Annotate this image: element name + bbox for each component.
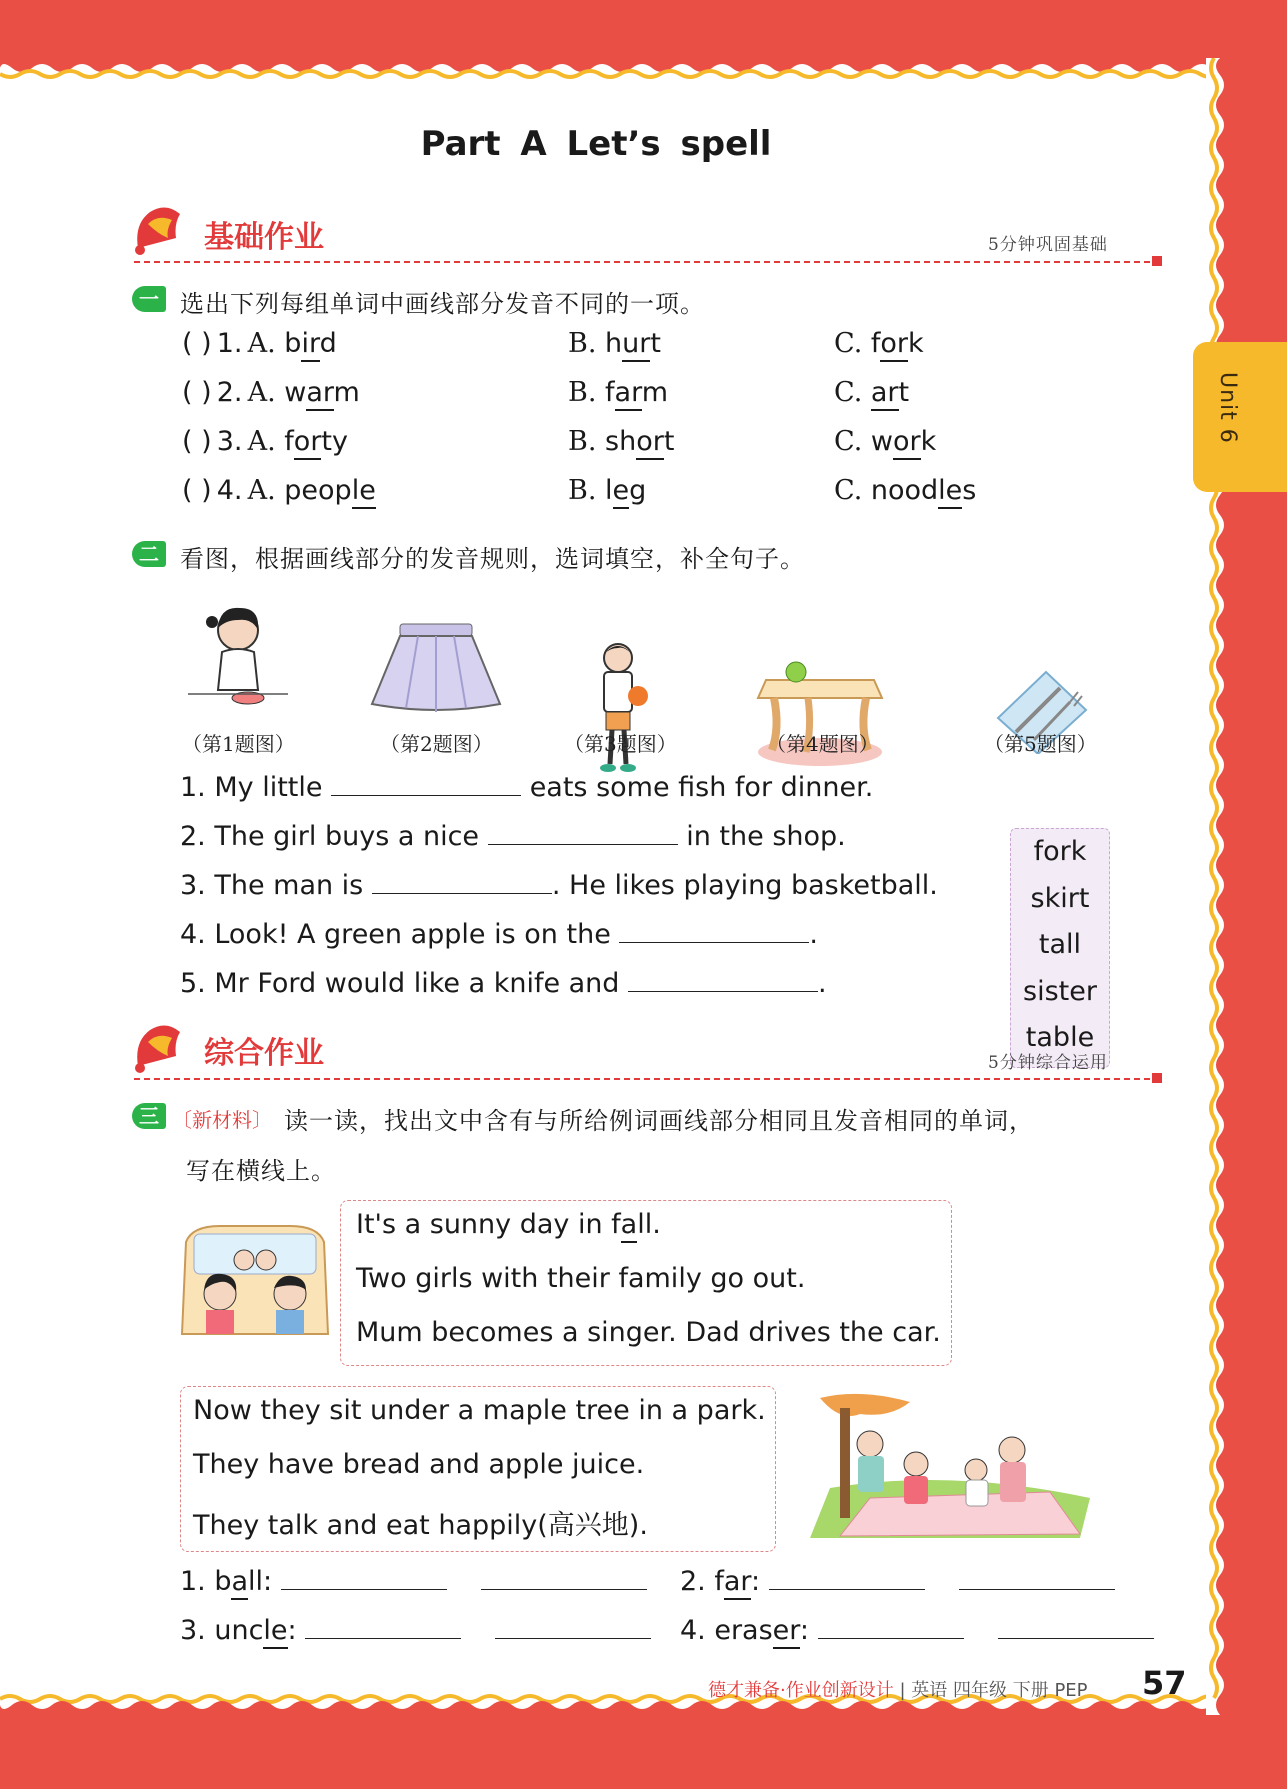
girl-eating-illustration <box>188 598 288 716</box>
answer-line-3 <box>180 1615 651 1646</box>
divider-end-marker <box>1152 1073 1162 1083</box>
fill-in-blank[interactable] <box>619 941 809 943</box>
q1-row-2-option-c: C. art <box>834 377 909 408</box>
passage-2-line-2: They have bread and apple juice. <box>193 1449 645 1480</box>
wavy-border-top <box>0 58 1232 82</box>
q1-row-3-option-b: B. short <box>568 426 674 457</box>
family-in-car-illustration <box>180 1222 330 1340</box>
page-title: Part A Let’s spell <box>420 124 772 164</box>
q1-row-1 <box>182 328 337 359</box>
row-number: 2. <box>216 377 243 408</box>
question-3-instruction-line2: 写在横线上。 <box>186 1157 336 1185</box>
image-caption-5: （第5题图） <box>984 732 1097 756</box>
q2-sentence-5: 5. Mr Ford would like a knife and . <box>180 968 827 999</box>
divider-end-marker <box>1152 256 1162 266</box>
page-number: 57 <box>1142 1664 1187 1702</box>
section-basic-title: 基础作业 <box>204 220 324 255</box>
unit-tab[interactable] <box>1193 342 1287 492</box>
image-caption-3: （第3题图） <box>564 732 677 756</box>
q2-sentence-2: 2. The girl buys a nice in the shop. <box>180 821 846 852</box>
answer-paren[interactable]: ( ) <box>182 475 212 506</box>
footer-brand: 德才兼备·作业创新设计 <box>708 1680 894 1701</box>
new-material-tag: 〔新材料〕 <box>172 1108 272 1132</box>
image-caption-4: （第4题图） <box>766 732 879 756</box>
fill-in-blank[interactable] <box>372 892 552 894</box>
q1-row-3-option-c: C. work <box>834 426 936 457</box>
row-number: 1. <box>216 328 243 359</box>
skirt-illustration <box>366 620 506 716</box>
unit-tab-label: Unit 6 <box>1215 372 1240 444</box>
passage-box-1 <box>340 1200 952 1366</box>
answer-blank[interactable] <box>495 1637 651 1639</box>
q1-row-3: ( ) 3. A. forty <box>182 426 348 457</box>
fill-in-blank[interactable] <box>331 794 521 796</box>
option-label: A. <box>247 328 276 359</box>
q1-row-1-option-c: C. fork <box>834 328 924 359</box>
answer-line-4 <box>680 1615 1154 1646</box>
answer-blank[interactable] <box>959 1588 1115 1590</box>
q2-sentence-1: 1. My little eats some fish for dinner. <box>180 772 874 803</box>
q1-row-4-option-c: C. noodles <box>834 475 976 506</box>
question-badge-1: 一 <box>132 286 166 312</box>
passage-box-2 <box>180 1386 776 1552</box>
answer-blank[interactable] <box>998 1637 1154 1639</box>
question-badge-3: 三 <box>132 1103 166 1129</box>
bell-icon <box>128 1022 188 1074</box>
answer-line-1 <box>180 1566 647 1597</box>
passage-1-line-2: Two girls with their family go out. <box>356 1263 806 1294</box>
passage-2-line-3: They talk and eat happily(高兴地). <box>193 1510 648 1541</box>
answer-line-2 <box>680 1566 1115 1597</box>
word-bank-item: sister <box>1023 975 1097 1007</box>
footer-grade: 四年级 <box>952 1680 1007 1701</box>
word-bank-item: tall <box>1038 929 1082 960</box>
footer-edition: PEP <box>1054 1680 1088 1701</box>
footer-subject: 英语 <box>911 1680 948 1701</box>
fill-in-blank[interactable] <box>628 990 818 992</box>
answer-label: 2. far: <box>680 1566 760 1600</box>
bell-icon <box>128 204 188 256</box>
section-basic-tip: 5分钟巩固基础 <box>988 235 1108 255</box>
word-bank <box>1010 828 1110 1068</box>
q1-row-4-option-b: B. leg <box>568 475 646 506</box>
question-1-instruction: 选出下列每组单词中画线部分发音不同的一项。 <box>180 290 705 318</box>
word-bank-item: fork <box>1033 836 1087 867</box>
answer-paren[interactable]: ( ) <box>182 426 212 457</box>
answer-blank[interactable] <box>281 1588 447 1590</box>
row-number: 4. <box>216 475 243 506</box>
word-bank-item: skirt <box>1030 882 1090 914</box>
answer-label: 3. uncle: <box>180 1615 297 1649</box>
section-combined-title: 综合作业 <box>204 1036 324 1071</box>
answer-label: 1. ball: <box>180 1566 272 1600</box>
fill-in-blank[interactable] <box>488 843 678 845</box>
answer-blank[interactable] <box>305 1637 461 1639</box>
family-picnic-illustration <box>800 1388 1100 1538</box>
q2-sentence-3: 3. The man is . He likes playing basketball. <box>180 870 938 901</box>
section-divider <box>134 261 1160 263</box>
section-divider <box>134 1078 1160 1080</box>
answer-blank[interactable] <box>818 1637 964 1639</box>
q1-row-2-option-b: B. farm <box>568 377 668 408</box>
footer-info: 德才兼备·作业创新设计 | 英语 四年级 下册 PEP <box>708 1680 1088 1701</box>
question-badge-2: 二 <box>132 541 166 567</box>
question-3-instruction-line1: 读一读，找出文中含有与所给例词画线部分相同且发音相同的单词， <box>284 1107 1034 1135</box>
worksheet-page <box>0 58 1232 1715</box>
answer-paren[interactable]: ( ) <box>182 377 212 408</box>
answer-blank[interactable] <box>769 1588 925 1590</box>
q1-row-4: ( ) 4. A. people <box>182 475 376 506</box>
passage-1-line-3: Mum becomes a singer. Dad drives the car. <box>356 1317 941 1348</box>
wavy-border-right <box>1206 58 1232 1715</box>
footer-term: 下册 <box>1012 1680 1049 1701</box>
answer-label: 4. eraser: <box>680 1615 809 1649</box>
q1-row-1-option-b: B. hurt <box>568 328 661 359</box>
word-bank-item: table <box>1025 1022 1095 1053</box>
q2-sentence-4: 4. Look! A green apple is on the . <box>180 919 818 950</box>
row-number: 3. <box>216 426 243 457</box>
section-combined-tip: 5分钟综合运用 <box>988 1053 1108 1073</box>
passage-2-line-1: Now they sit under a maple tree in a park. <box>193 1395 766 1426</box>
q1-row-2: ( ) 2. A. warm <box>182 377 360 408</box>
answer-paren[interactable]: ( ) <box>182 328 212 359</box>
answer-blank[interactable] <box>481 1588 647 1590</box>
passage-1-line-1: It's a sunny day in fall. <box>356 1209 661 1240</box>
option-a: bird <box>284 328 336 362</box>
image-caption-2: （第2题图） <box>380 732 493 756</box>
question-2-instruction: 看图，根据画线部分的发音规则，选词填空，补全句子。 <box>180 545 805 573</box>
image-caption-1: （第1题图） <box>182 732 295 756</box>
